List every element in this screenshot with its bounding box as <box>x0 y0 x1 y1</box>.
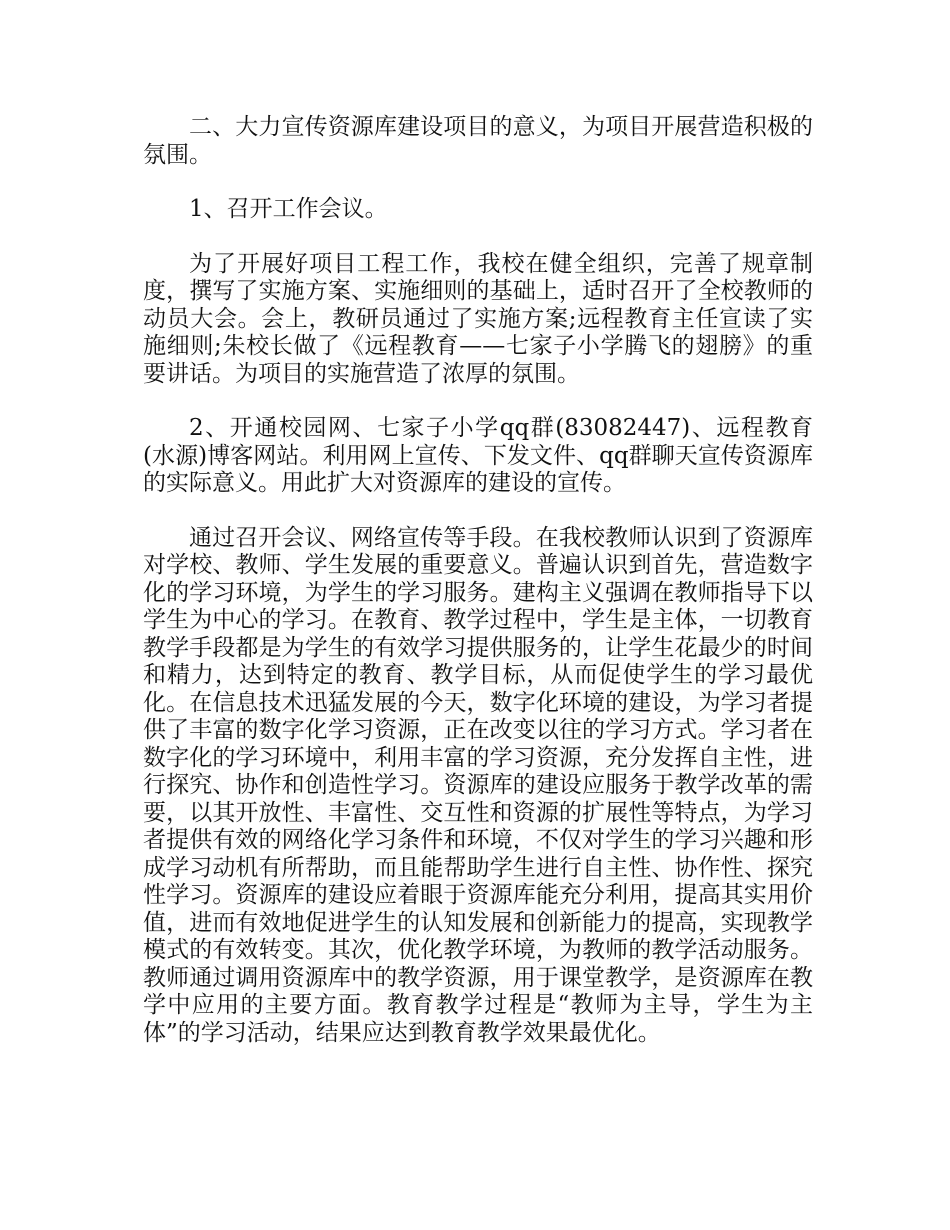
paragraph-significance: 通过召开会议、网络宣传等手段。在我校教师认识到了资源库对学校、教师、学生发展的重要意义。普遍认识到首先，营造数字化的学习环境，为学生的学习服务。建构主义强调在教师指导下以学生为中心的学习。在教育、教学过程中，学生是主体，一切教育教学手段都是为学生的有效学习提供服务的，让学生花最少的时间和精力，达到特定的教育、教学目标，从而促使学生的学习最优化。在信息技术迅猛发展的今天，数字化环境的建设，为学习者提供了丰富的数字化学习资源，正在改变以往的学习方式。学习者在数字化的学习环境中，利用丰富的学习资源，充分发挥自主性，进行探究、协作和创造性学习。资源库的建设应服务于教学改革的需要，以其开放性、丰富性、交互性和资源的扩展性等特点，为学习者提供有效的网络化学习条件和环境，不仅对学生的学习兴趣和形成学习动机有所帮助，而且能帮助学生进行自主性、协作性、探究性学习。资源库的建设应着眼于资源库能充分利用，提高其实用价值，进而有效地促进学生的认知发展和创新能力的提高，实现教学模式的有效转变。其次，优化教学环境，为教师的教学活动服务。教师通过调用资源库中的教学资源，用于课堂教学，是资源库在教学中应用的主要方面。教育教学过程是“教师为主导，学生为主体”的学习活动，结果应达到教育教学效果最优化。 <box>143 524 813 1046</box>
subheading-meeting: 1、召开工作会议。 <box>189 196 388 222</box>
document-page <box>143 114 813 1047</box>
paragraph-meeting: 为了开展好项目工程工作，我校在健全组织，完善了规章制度，撰写了实施方案、实施细则的基础上，适时召开了全校教师的动员大会。会上，教研员通过了实施方案;远程教育主任宣读了实施细则;朱校长做了《远程教育——七家子小学腾飞的翅膀》的重要讲话。为项目的实施营造了浓厚的氛围。 <box>143 250 813 387</box>
section-heading: 二、大力宣传资源库建设项目的意义，为项目开展营造积极的氛围。 <box>143 114 813 168</box>
paragraph-website: 2、开通校园网、七家子小学qq群(83082447)、远程教育(水源)博客网站。利用网上宣传、下发文件、qq群聊天宣传资源库的实际意义。用此扩大对资源库的建设的宣传。 <box>143 415 813 496</box>
